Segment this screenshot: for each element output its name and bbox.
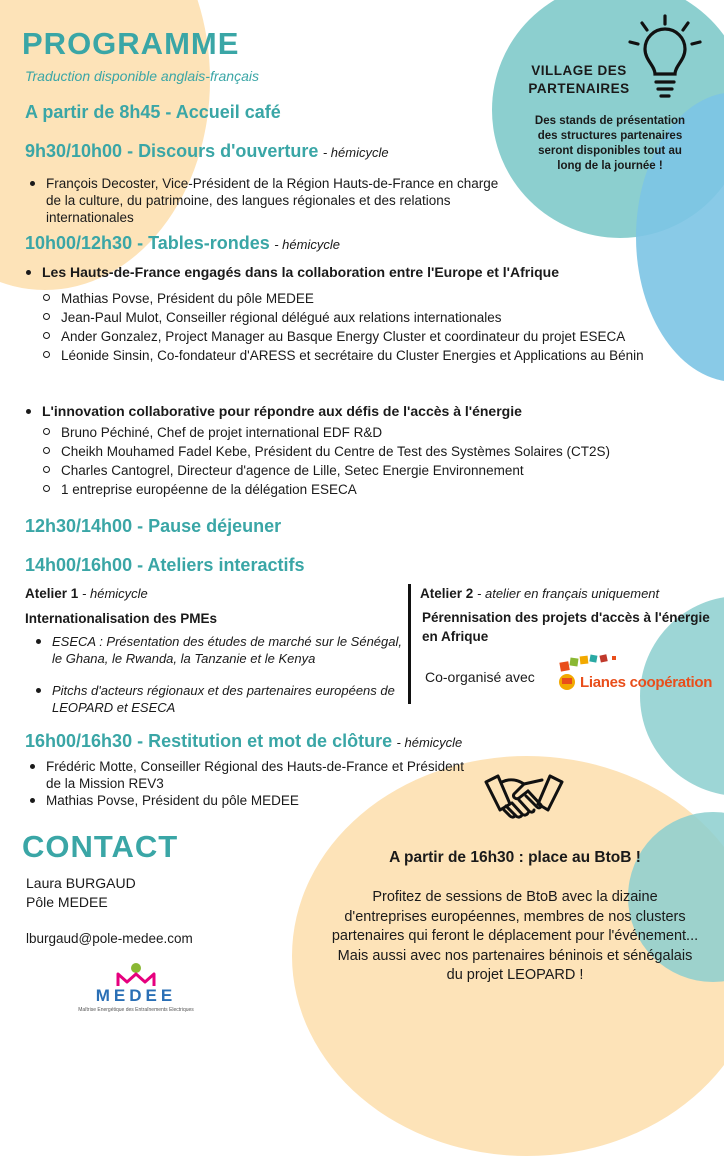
tables-title: 10h00/12h30 - Tables-rondes [25, 233, 270, 253]
list-item: Charles Cantogrel, Directeur d'agence de Lille, Setec Energie Environnement [23, 461, 713, 480]
opening-title: 9h30/10h00 - Discours d'ouverture [25, 141, 319, 161]
village-box [512, 14, 712, 204]
list-item: Mathias Povse, Président du pôle MEDEE [26, 792, 466, 809]
village-text: Des stands de présentation des structures partenaires seront disponibles tout au long de la journée ! [534, 115, 686, 172]
atelier-divider [408, 584, 411, 704]
round1-speakers [23, 289, 713, 365]
btob-text: Profitez de sessions de BtoB avec la dizaine d'entreprises européennes, membres de nos clusters partenaires qui feront le déplacement pour l'événement... Mais aussi avec nos partenaires béninois et sénégalais du projet LEOPARD ! [331, 889, 699, 983]
atelier2-heading [420, 586, 659, 601]
welcome-coffee: A partir de 8h45 - Accueil café [25, 102, 281, 122]
village-title [514, 62, 644, 98]
round1-title: Les Hauts-de-France engagés dans la collaboration entre l'Europe et l'Afrique [22, 264, 712, 281]
list-item: Bruno Péchiné, Chef de projet international EDF R&D [23, 423, 713, 442]
list-item: Ander Gonzalez, Project Manager au Basque Energy Cluster et coordinateur du projet ESECA [23, 327, 713, 346]
medee-logo-mark [114, 962, 158, 988]
closing-location: - hémicycle [396, 735, 463, 750]
contact-name: Laura BURGAUD [26, 875, 136, 891]
lunch-title: 12h30/14h00 - Pause déjeuner [25, 516, 282, 536]
workshops-title: 14h00/16h00 - Ateliers interactifs [25, 555, 305, 575]
round2-heading [22, 403, 712, 420]
village-title-line1: VILLAGE DES [531, 63, 627, 78]
atelier2-title: Pérennisation des projets d'accès à l'énergie en Afrique [422, 610, 710, 644]
tables-heading [25, 233, 340, 254]
list-item: Pitchs d'acteurs régionaux et des partenaires européens de LEOPARD et ESECA [32, 682, 404, 716]
page-title: PROGRAMME [22, 26, 240, 61]
list-item: 1 entreprise européenne de la délégation ESECA [23, 480, 713, 499]
village-title-line2: PARTENAIRES [528, 81, 630, 96]
opening-heading [25, 141, 389, 162]
atelier1-location: - hémicycle [82, 586, 148, 601]
list-item: Frédéric Motte, Conseiller Régional des Hauts-de-France et Président de la Mission REV3 [26, 758, 466, 792]
tables-location: - hémicycle [274, 237, 340, 252]
list-item: Mathias Povse, Président du pôle MEDEE [23, 289, 713, 308]
contact-title: CONTACT [22, 829, 179, 864]
list-item: Cheikh Mouhamed Fadel Kebe, Président du Centre de Test des Systèmes Solaires (CT2S) [23, 442, 713, 461]
atelier2-location: - atelier en français uniquement [477, 586, 660, 601]
list-item: ESECA : Présentation des études de marché sur le Sénégal, le Ghana, le Rwanda, la Tanzanie et le Kenya [32, 633, 404, 667]
atelier2-label: Atelier 2 [420, 586, 474, 601]
opening-location: - hémicycle [322, 145, 389, 160]
medee-logo-text: MEDEE [95, 986, 177, 1005]
list-item: François Decoster, Vice-Président de la Région Hauts-de-France en charge de la culture, du patrimoine, des langues régionales et des relations internationales [26, 175, 506, 226]
lianes-logo-text: Lianes coopération [580, 674, 713, 691]
opening-speakers [26, 175, 506, 226]
round2-speakers [23, 423, 713, 499]
closing-speakers [26, 758, 466, 809]
lianes-logo [556, 652, 713, 696]
atelier1-label: Atelier 1 [25, 586, 79, 601]
closing-heading [25, 731, 462, 752]
list-item: Léonide Sinsin, Co-fondateur d'ARESS et secrétaire du Cluster Energies et Applications au Bénin [23, 346, 713, 365]
handshake-icon [482, 770, 566, 834]
contact-email[interactable]: lburgaud@pole-medee.com [26, 931, 193, 946]
contact-org: Pôle MEDEE [26, 894, 108, 910]
atelier1-items [32, 633, 404, 716]
list-item: Jean-Paul Mulot, Conseiller régional délégué aux relations internationales [23, 308, 713, 327]
atelier1-heading [25, 586, 148, 601]
atelier2-coorg: Co-organisé avec [425, 669, 535, 685]
btob-title: A partir de 16h30 : place au BtoB ! [389, 849, 641, 866]
medee-logo [66, 962, 206, 1018]
round1-heading [22, 264, 712, 281]
round2-title: L'innovation collaborative pour répondre aux défis de l'accès à l'énergie [22, 403, 712, 420]
closing-title: 16h00/16h30 - Restitution et mot de clôture [25, 731, 393, 751]
medee-logo-tagline: Maîtrise Energétique des Entraînements Electriques [78, 1007, 194, 1013]
page-subtitle: Traduction disponible anglais-français [25, 68, 259, 84]
atelier1-title: Internationalisation des PMEs [25, 611, 218, 626]
